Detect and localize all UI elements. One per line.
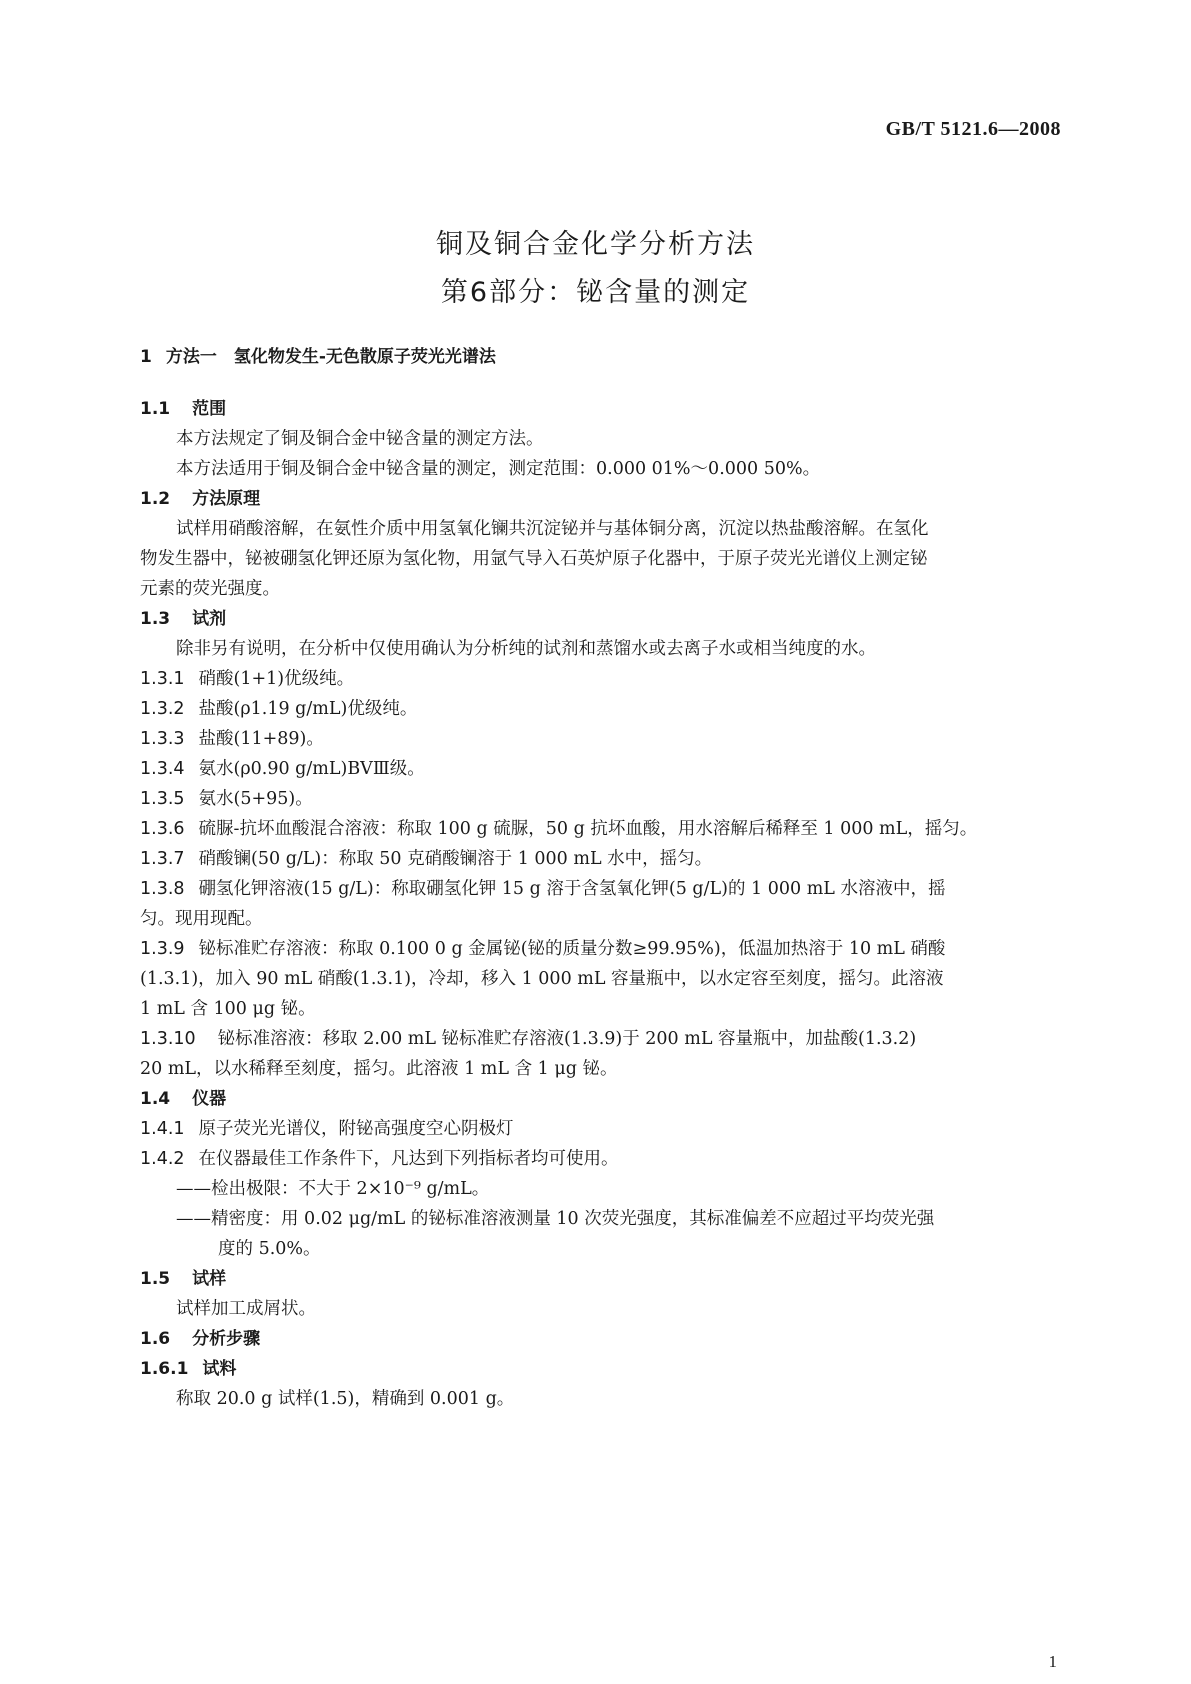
item-text: 盐酸(ρ1.19 g/mL)优级纯。	[198, 699, 418, 719]
section-1-3-heading	[140, 604, 226, 634]
document-subtitle: 第6部分：铋含量的测定	[440, 277, 751, 308]
item-number: 1.3.3	[140, 729, 185, 749]
item-text: 在仪器最佳工作条件下，凡达到下列指标者均可使用。	[198, 1149, 619, 1169]
item-text: 铋标准贮存溶液：称取 0.100 0 g 金属铋(铋的质量分数≥99.95%)，低温加热溶于 10 mL 硝酸	[198, 939, 946, 959]
paragraph: 除非另有说明，在分析中仅使用确认为分析纯的试剂和蒸馏水或去离子水或相当纯度的水。	[176, 639, 876, 659]
reagent-item	[140, 814, 977, 844]
reagent-item	[140, 874, 945, 904]
standard-code: GB/T 5121.6—2008	[885, 118, 1061, 140]
instrument-item	[140, 1114, 514, 1144]
section-number: 1.2	[140, 489, 171, 509]
item-text: 盐酸(11+89)。	[198, 729, 324, 749]
document-title: 铜及铜合金化学分析方法	[436, 229, 755, 260]
section-1-4-heading	[140, 1084, 226, 1114]
item-text: 原子荧光光谱仪，附铋高强度空心阴极灯	[198, 1119, 514, 1139]
section-title: 方法原理	[192, 489, 261, 509]
section-title: 分析步骤	[192, 1329, 261, 1349]
item-text: 硫脲-抗坏血酸混合溶液：称取 100 g 硫脲，50 g 抗坏血酸，用水溶解后稀释至 1 000 mL，摇匀。	[198, 819, 978, 839]
item-text: 氨水(5+95)。	[198, 789, 313, 809]
item-text: 氨水(ρ0.90 g/mL)BVⅢ级。	[198, 759, 425, 779]
section-1-1-heading	[140, 394, 226, 424]
section-number: 1.1	[140, 399, 171, 419]
item-number: 1.3.5	[140, 789, 185, 809]
item-number: 1.3.4	[140, 759, 185, 779]
item-text: 铋标准溶液：移取 2.00 mL 铋标准贮存溶液(1.3.9)于 200 mL 容量瓶中，加盐酸(1.3.2)	[217, 1029, 917, 1049]
section-title: 仪器	[192, 1089, 227, 1109]
section-title: 方法一 氢化物发生-无色散原子荧光光谱法	[165, 347, 496, 367]
item-text: 硝酸(1+1)优级纯。	[198, 669, 355, 689]
section-number: 1.6.1	[140, 1359, 189, 1379]
reagent-item	[140, 724, 324, 754]
reagent-item	[140, 934, 945, 964]
reagent-item	[140, 844, 712, 874]
item-text: 硝酸镧(50 g/L)：称取 50 克硝酸镧溶于 1 000 mL 水中，摇匀。	[198, 849, 713, 869]
item-number: 1.3.10	[140, 1029, 196, 1049]
paragraph-line: 物发生器中，铋被硼氢化钾还原为氢化物，用氩气导入石英炉原子化器中，于原子荧光光谱仪上测定铋	[140, 549, 928, 569]
reagent-item-continuation: 匀。现用现配。	[140, 909, 263, 929]
dash-list-item: ——精密度：用 0.02 μg/mL 的铋标准溶液测量 10 次荧光强度，其标准偏差不应超过平均荧光强	[176, 1209, 935, 1229]
page-number: 1	[1048, 1652, 1057, 1671]
paragraph: 本方法适用于铜及铜合金中铋含量的测定，测定范围：0.000 01%～0.000 50%。	[176, 459, 821, 479]
reagent-item	[140, 784, 313, 814]
section-title: 试样	[192, 1269, 227, 1289]
section-title: 试剂	[192, 609, 227, 629]
paragraph: 本方法规定了铜及铜合金中铋含量的测定方法。	[176, 429, 544, 449]
item-number: 1.3.9	[140, 939, 185, 959]
item-text: 硼氢化钾溶液(15 g/L)：称取硼氢化钾 15 g 溶于含氢氧化钾(5 g/L)的 1 000 mL 水溶液中，摇	[198, 879, 946, 899]
section-number: 1.4	[140, 1089, 171, 1109]
section-number: 1.5	[140, 1269, 171, 1289]
item-number: 1.3.6	[140, 819, 185, 839]
reagent-item	[140, 1024, 916, 1054]
paragraph: 称取 20.0 g 试样(1.5)，精确到 0.001 g。	[176, 1389, 515, 1409]
item-number: 1.3.8	[140, 879, 185, 899]
item-number: 1.4.2	[140, 1149, 185, 1169]
dash-list-item: ——检出极限：不大于 2×10⁻⁹ g/mL。	[176, 1179, 490, 1199]
reagent-item	[140, 664, 354, 694]
section-title: 试料	[202, 1359, 237, 1379]
section-1-6-1-heading	[140, 1354, 236, 1384]
section-number: 1	[140, 347, 152, 367]
section-title: 范围	[192, 399, 227, 419]
instrument-item	[140, 1144, 619, 1174]
section-number: 1.3	[140, 609, 171, 629]
item-number: 1.3.1	[140, 669, 185, 689]
reagent-item-continuation: (1.3.1)，加入 90 mL 硝酸(1.3.1)，冷却，移入 1 000 mL 容量瓶中，以水定容至刻度，摇匀。此溶液	[140, 969, 944, 989]
item-number: 1.3.7	[140, 849, 185, 869]
reagent-item	[140, 694, 417, 724]
section-number: 1.6	[140, 1329, 171, 1349]
section-1-heading	[140, 342, 496, 372]
paragraph-line: 试样用硝酸溶解，在氨性介质中用氢氧化镧共沉淀铋并与基体铜分离，沉淀以热盐酸溶解。在氢化	[176, 519, 929, 539]
dash-list-item-continuation: 度的 5.0%。	[218, 1239, 321, 1259]
item-number: 1.3.2	[140, 699, 185, 719]
paragraph: 试样加工成屑状。	[176, 1299, 316, 1319]
section-1-6-heading	[140, 1324, 260, 1354]
reagent-item-continuation: 1 mL 含 100 μg 铋。	[140, 999, 316, 1019]
paragraph-line: 元素的荧光强度。	[140, 579, 280, 599]
item-number: 1.4.1	[140, 1119, 185, 1139]
section-1-2-heading	[140, 484, 260, 514]
reagent-item	[140, 754, 425, 784]
section-1-5-heading	[140, 1264, 226, 1294]
reagent-item-continuation: 20 mL，以水稀释至刻度，摇匀。此溶液 1 mL 含 1 μg 铋。	[140, 1059, 618, 1079]
